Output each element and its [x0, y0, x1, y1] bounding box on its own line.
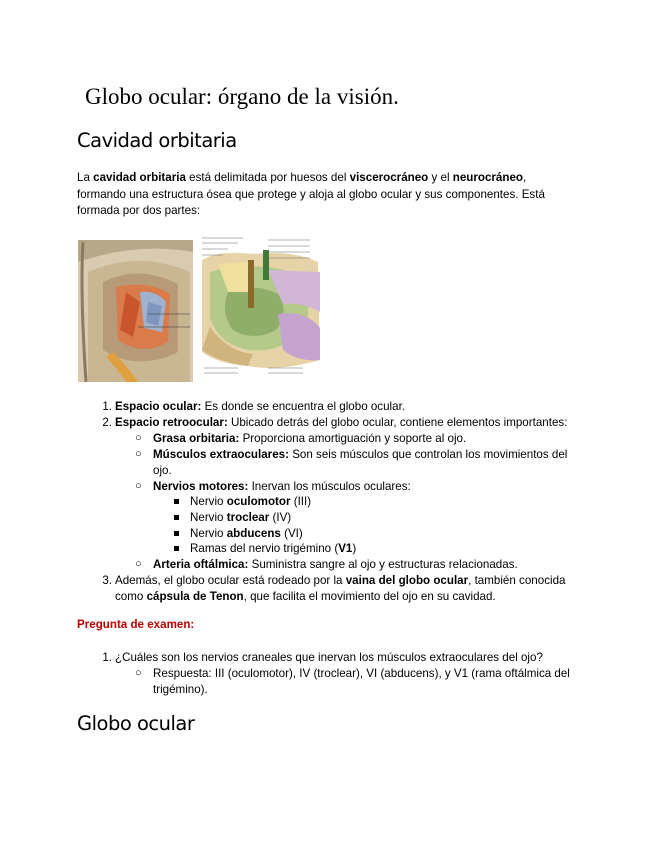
- section-heading-globo-ocular: Globo ocular: [77, 712, 195, 735]
- square-bullet-icon: [174, 515, 179, 520]
- hollow-bullet-icon: ○: [135, 448, 142, 460]
- hollow-bullet-icon: ○: [135, 432, 142, 444]
- document-page: Globo ocular: órgano de la visión. Cavidad orbitaria La cavidad orbitaria está delimitada por huesos del viscerocráneo y el neurocráneo, formando una estructura ósea que protege y aloja al globo ocular y sus componentes. Está formada por dos partes: 1. Espacio ocular: Es donde se encuentra el globo ocular. 2. Espacio retroocular: Ubicado detrás del globo ocular, contiene elementos importantes: ○ Grasa orbitaria: Proporciona amortiguación y soporte al ojo. ○ Músculos extraoculares: Son seis músculos que controlan los movimientos del ojo. ○ Nervios motores: Inervan los músculos oculares: Nervio oculomotor (III) Nervio troclear (IV) Nervio abducens (VI) Ramas del nervio trigémino (V1) ○ Arteria oftálmica: Suministra sangre al ojo y estructuras relacionadas. 3. Además, el globo ocular está rodeado por la vaina del globo ocular, también conocida como cápsula de Tenon, que facilita el movimiento del ojo en su cavidad. Pregunta de examen: 1. ¿Cuáles son los nervios craneales que inervan los músculos extraoculares del ojo? ○ Respuesta: III (oculomotor), IV (troclear), VI (abducens), y V1 (rama oftálmica del trigémino). Globo ocular: [0, 0, 655, 848]
- intro-line-1: La cavidad orbitaria está delimitada por huesos del viscerocráneo y el neurocráneo,: [77, 171, 527, 184]
- hollow-bullet-icon: ○: [135, 480, 142, 492]
- intro-line-2: formando una estructura ósea que protege y aloja al globo ocular y sus componentes. Está: [77, 187, 545, 201]
- intro-line-3: formada por dos partes:: [77, 204, 201, 218]
- exam-question-label: Pregunta de examen:: [77, 618, 195, 631]
- square-bullet-icon: [174, 531, 179, 536]
- hollow-bullet-icon: ○: [135, 558, 142, 570]
- list-item-continuation: como cápsula de Tenon, que facilita el movimiento del ojo en su cavidad.: [115, 590, 496, 603]
- hollow-bullet-icon: ○: [135, 667, 142, 679]
- square-bullet-icon: [174, 499, 179, 504]
- skull-orbit-illustration: [78, 240, 193, 382]
- square-bullet-icon: [174, 546, 179, 551]
- orbit-bones-illustration: [200, 232, 322, 382]
- document-title: Globo ocular: órgano de la visión.: [85, 84, 399, 109]
- list-item-continuation: ojo.: [153, 464, 172, 477]
- list-item-continuation: trigémino).: [153, 683, 208, 696]
- section-heading-cavidad-orbitaria: Cavidad orbitaria: [77, 129, 237, 152]
- intro-paragraph: [77, 170, 582, 220]
- orbit-anatomy-figure: [78, 232, 322, 382]
